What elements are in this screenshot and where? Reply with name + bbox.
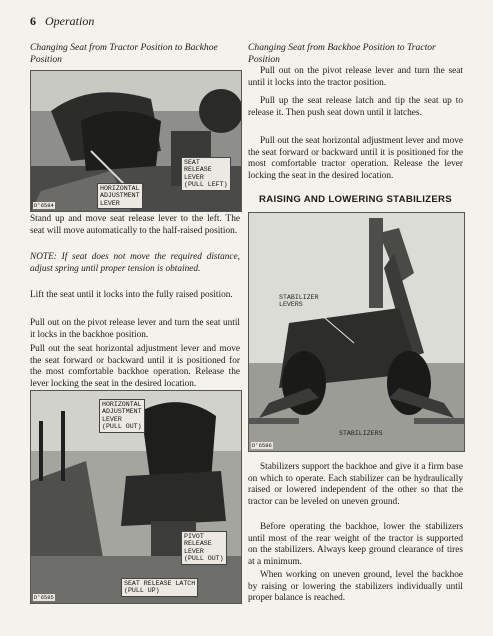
paragraph: Lift the seat until it locks into the fully raised position. [30,290,233,300]
paragraph: Stand up and move seat release lever to the left. The seat will move automatically to the half-raised position. [30,214,240,236]
label-pivot-release-lever: PIVOT RELEASE LEVER (PULL OUT) [181,531,227,565]
label-horizontal-adjustment-lever: HORIZONTAL ADJUSTMENT LEVER [97,183,143,209]
label-stabilizer-levers: STABILIZER LEVERS [279,294,319,309]
backhoe-photo-illustration [249,213,464,451]
label-seat-release-lever: SEAT RELEASE LEVER (PULL LEFT) [181,157,231,191]
paragraph: Before operating the backhoe, lower the stabilizers until most of the rear weight of the tractor is supported on the stabilizers. Always keep ground clearance of tires at a minimum. [248,522,463,567]
section-title: Operation [45,14,95,28]
paragraph: When working on uneven ground, level the backhoe by raising or lowering the stabilizers individually until proper balance is reached. [248,570,463,604]
paragraph: Pull out the seat horizontal adjustment lever and move the seat forward or backward until it is positioned for the most comfortable tractor operation. Release the lever locking the seat in the desired location. [248,136,463,181]
page-header [30,14,94,29]
note-paragraph: NOTE: If seat does not move the required distance, adjust spring until proper tension is obtained. [30,252,240,274]
paragraph: Pull out on the pivot release lever and turn the seat until it locks in the backhoe position. [30,318,240,340]
paragraph: Stabilizers support the backhoe and give it a firm base on which to operate. Each stabilizer can be hydraulically raised or lowered independent of the other so that the tractor can be leveled on uneven ground. [248,462,463,507]
photo-code: D'6585 [34,594,54,601]
photo-seat-backhoe-position [30,390,242,604]
section-heading: RAISING AND LOWERING STABILIZERS [259,194,452,205]
photo-code: D'6586 [252,442,272,449]
photo-stabilizers [248,212,465,452]
label-stabilizers: STABILIZERS [339,430,383,437]
caption-tractor-to-backhoe: Changing Seat from Tractor Position to Backhoe Position [30,42,218,65]
paragraph: Pull up the seat release latch and tip the seat up to release it. Then push seat down until it latches. [248,96,463,118]
label-horizontal-adjustment-lever: HORIZONTAL ADJUSTMENT LEVER (PULL OUT) [99,399,145,433]
label-seat-release-latch: SEAT RELEASE LATCH (PULL UP) [121,578,198,597]
paragraph: Pull out the seat horizontal adjustment lever and move the seat forward or backward until it is positioned for the most comfortable backhoe operation. Release the lever locking the seat in the desired location. [30,344,240,389]
photo-seat-tractor-position [30,70,242,212]
caption-backhoe-to-tractor: Changing Seat from Backhoe Position to Tractor Position [248,42,436,65]
photo-code: D'6584 [34,202,54,209]
paragraph: Pull out on the pivot release lever and turn the seat until it locks into the tractor position. [248,66,463,88]
page-number: 6 [30,14,36,28]
